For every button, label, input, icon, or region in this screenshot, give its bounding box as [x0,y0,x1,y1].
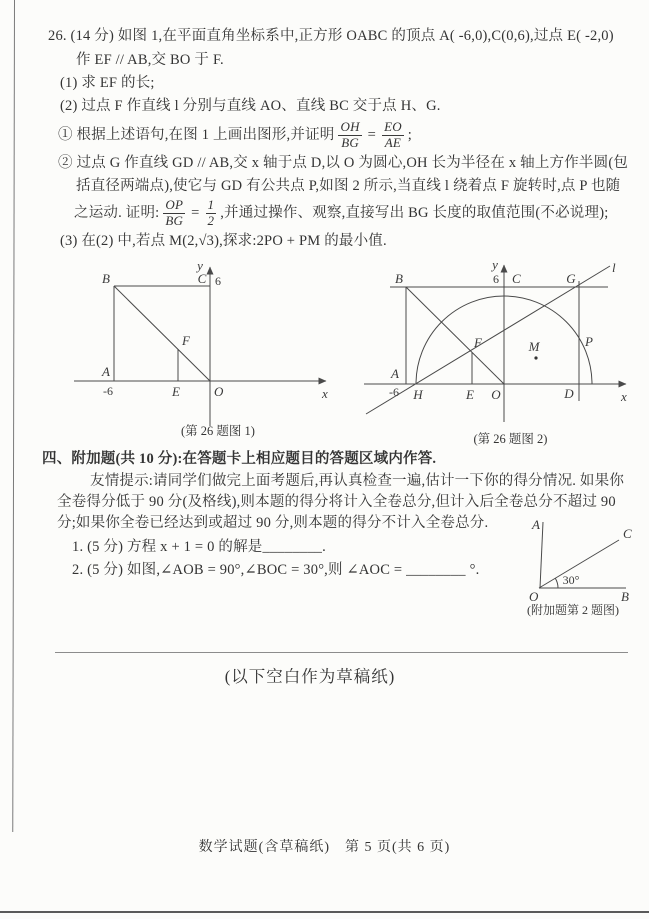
ray-OA [540,522,543,588]
fraction-numerator: 1 [207,196,215,212]
fraction-denominator: BG [165,212,184,228]
bonus-q1 [72,537,326,557]
figure-bonus-2-caption: (附加题第 2 题图) [527,603,619,617]
label-B: B [395,271,403,286]
label-y: y [492,257,498,272]
label-6: 6 [493,272,499,286]
bonus-q1-period: . [322,539,326,555]
label-A: A [102,364,110,379]
bonus-q2-text: 2. (5 分) 如图,∠AOB = 90°,∠BOC = 30°,则 ∠AOC = [72,562,407,578]
bonus-q2-blank: ________ [406,562,466,578]
label-F: F [182,333,190,348]
label-neg6: -6 [103,384,113,398]
label-x: x [621,389,627,404]
label-x: x [322,386,328,401]
angle-arc [555,578,558,588]
scan-edge-bottom [0,911,649,913]
fraction-numerator: EO [384,118,402,134]
label-O: O [214,384,224,399]
fraction-denominator: BG [341,134,359,150]
label-E: E [466,387,474,402]
label-neg6: -6 [389,385,399,399]
point-M-dot [534,356,537,359]
figure-bonus-2 [524,518,644,608]
label-E: E [172,384,180,399]
figure-26-2 [362,254,649,457]
label-l: l [612,260,616,275]
label-C: C [512,271,521,286]
equals-sign: = [367,127,377,143]
q26-item2-line2: 括直径两端点),使它与 GD 有公共点 P,如图 2 所示,当直线 l 绕着点 F 旋转时,点 P 也随 [76,178,621,194]
section4-tip3: 分;如果你全卷已经达到或超过 90 分,则本题的得分不计入全卷总分. [57,515,489,531]
q26-item1-pre: ① 根据上述语句,在图 1 上画出图形,并证明 [58,127,335,143]
q26-item2-line3-post: ,并通过操作、观察,直接写出 BG 长度的取值范围(不必说理); [220,205,609,221]
label-H: H [413,387,423,402]
figure-26-2-drawing [362,254,649,452]
label-30-degrees: 30° [562,573,580,587]
label-A: A [391,366,399,381]
bonus-q2 [72,560,479,580]
label-M: M [528,339,540,354]
section4-tip2: 全卷得分低于 90 分(及格线),则本题的得分将计入全卷总分,但计入后全卷总分不超过 90 [57,494,616,510]
scan-edge-vertical [12,0,15,832]
fraction-denominator: 2 [207,212,215,228]
bonus-q1-blank: ________ [262,539,323,555]
label-y: y [197,258,203,273]
q26-item2-line3-pre: 之运动. 证明: [74,205,160,221]
q26-item2-line1: ② 过点 G 作直线 GD // AB,交 x 轴于点 D,以 O 为圆心,OH 长为半径在 x 轴上方作半圆(包 [58,155,629,171]
fraction-numerator: OH [340,118,360,134]
q26-item1-post: ; [407,127,413,143]
fraction-numerator: OP [165,196,184,212]
q26-part3: (3) 在(2) 中,若点 M(2,√3),探求:2PO + PM 的最小值. [60,233,387,249]
figure-26-1 [62,254,352,444]
q26-part1: (1) 求 EF 的长; [60,75,155,91]
equals-sign: = [191,205,200,221]
bonus-q2-degree: °. [465,562,480,578]
q26-part2: (2) 过点 F 作直线 l 分别与直线 AO、直线 BC 交于点 H、G. [60,98,441,114]
label-6: 6 [215,274,221,288]
label-B: B [621,589,629,603]
figure-26-2-caption: (第 26 题图 2) [473,432,548,446]
figure-bonus-2-drawing [524,518,644,603]
label-G: G [566,271,576,286]
q26-line1: 26. (14 分) 如图 1,在平面直角坐标系中,正方形 OABC 的顶点 A( -6,0),C(0,6),过点 E( -2,0) [48,28,614,44]
q26-line2: 作 EF // AB,交 BO 于 F. [76,52,224,68]
q26-item1 [58,118,412,152]
label-O: O [529,589,539,603]
q26-item2-line3 [74,196,608,230]
label-D: D [564,386,574,401]
fraction-oh-bg [338,120,361,151]
label-B: B [102,271,110,286]
page-footer: 数学试题(含草稿纸) 第 5 页(共 6 页) [198,840,451,855]
bonus-q1-text: 1. (5 分) 方程 x + 1 = 0 的解是 [72,539,263,555]
fraction-one-half [206,198,217,229]
fraction-op-bg [163,198,185,229]
label-P: P [585,334,593,349]
label-C: C [623,526,632,541]
label-F: F [474,335,482,350]
label-O: O [491,387,501,402]
figure-26-1-drawing [62,254,352,439]
label-C: C [197,271,207,286]
scratch-paper-note: (以下空白作为草稿纸) [224,667,396,686]
section4-heading: 四、附加题(共 10 分):在答题卡上相应题目的答题区域内作答. [42,451,437,467]
fraction-eo-ae [382,120,404,151]
label-A: A [532,518,540,532]
figure-26-1-caption: (第 26 题图 1) [181,424,255,438]
section4-tip1: 友情提示:请同学们做完上面考题后,再认真检查一遍,估计一下你的得分情况. 如果你 [90,473,625,489]
diagonal-BO [406,287,504,384]
divider-line [55,652,628,653]
fraction-denominator: AE [384,134,402,150]
diagonal-BO [114,286,210,381]
